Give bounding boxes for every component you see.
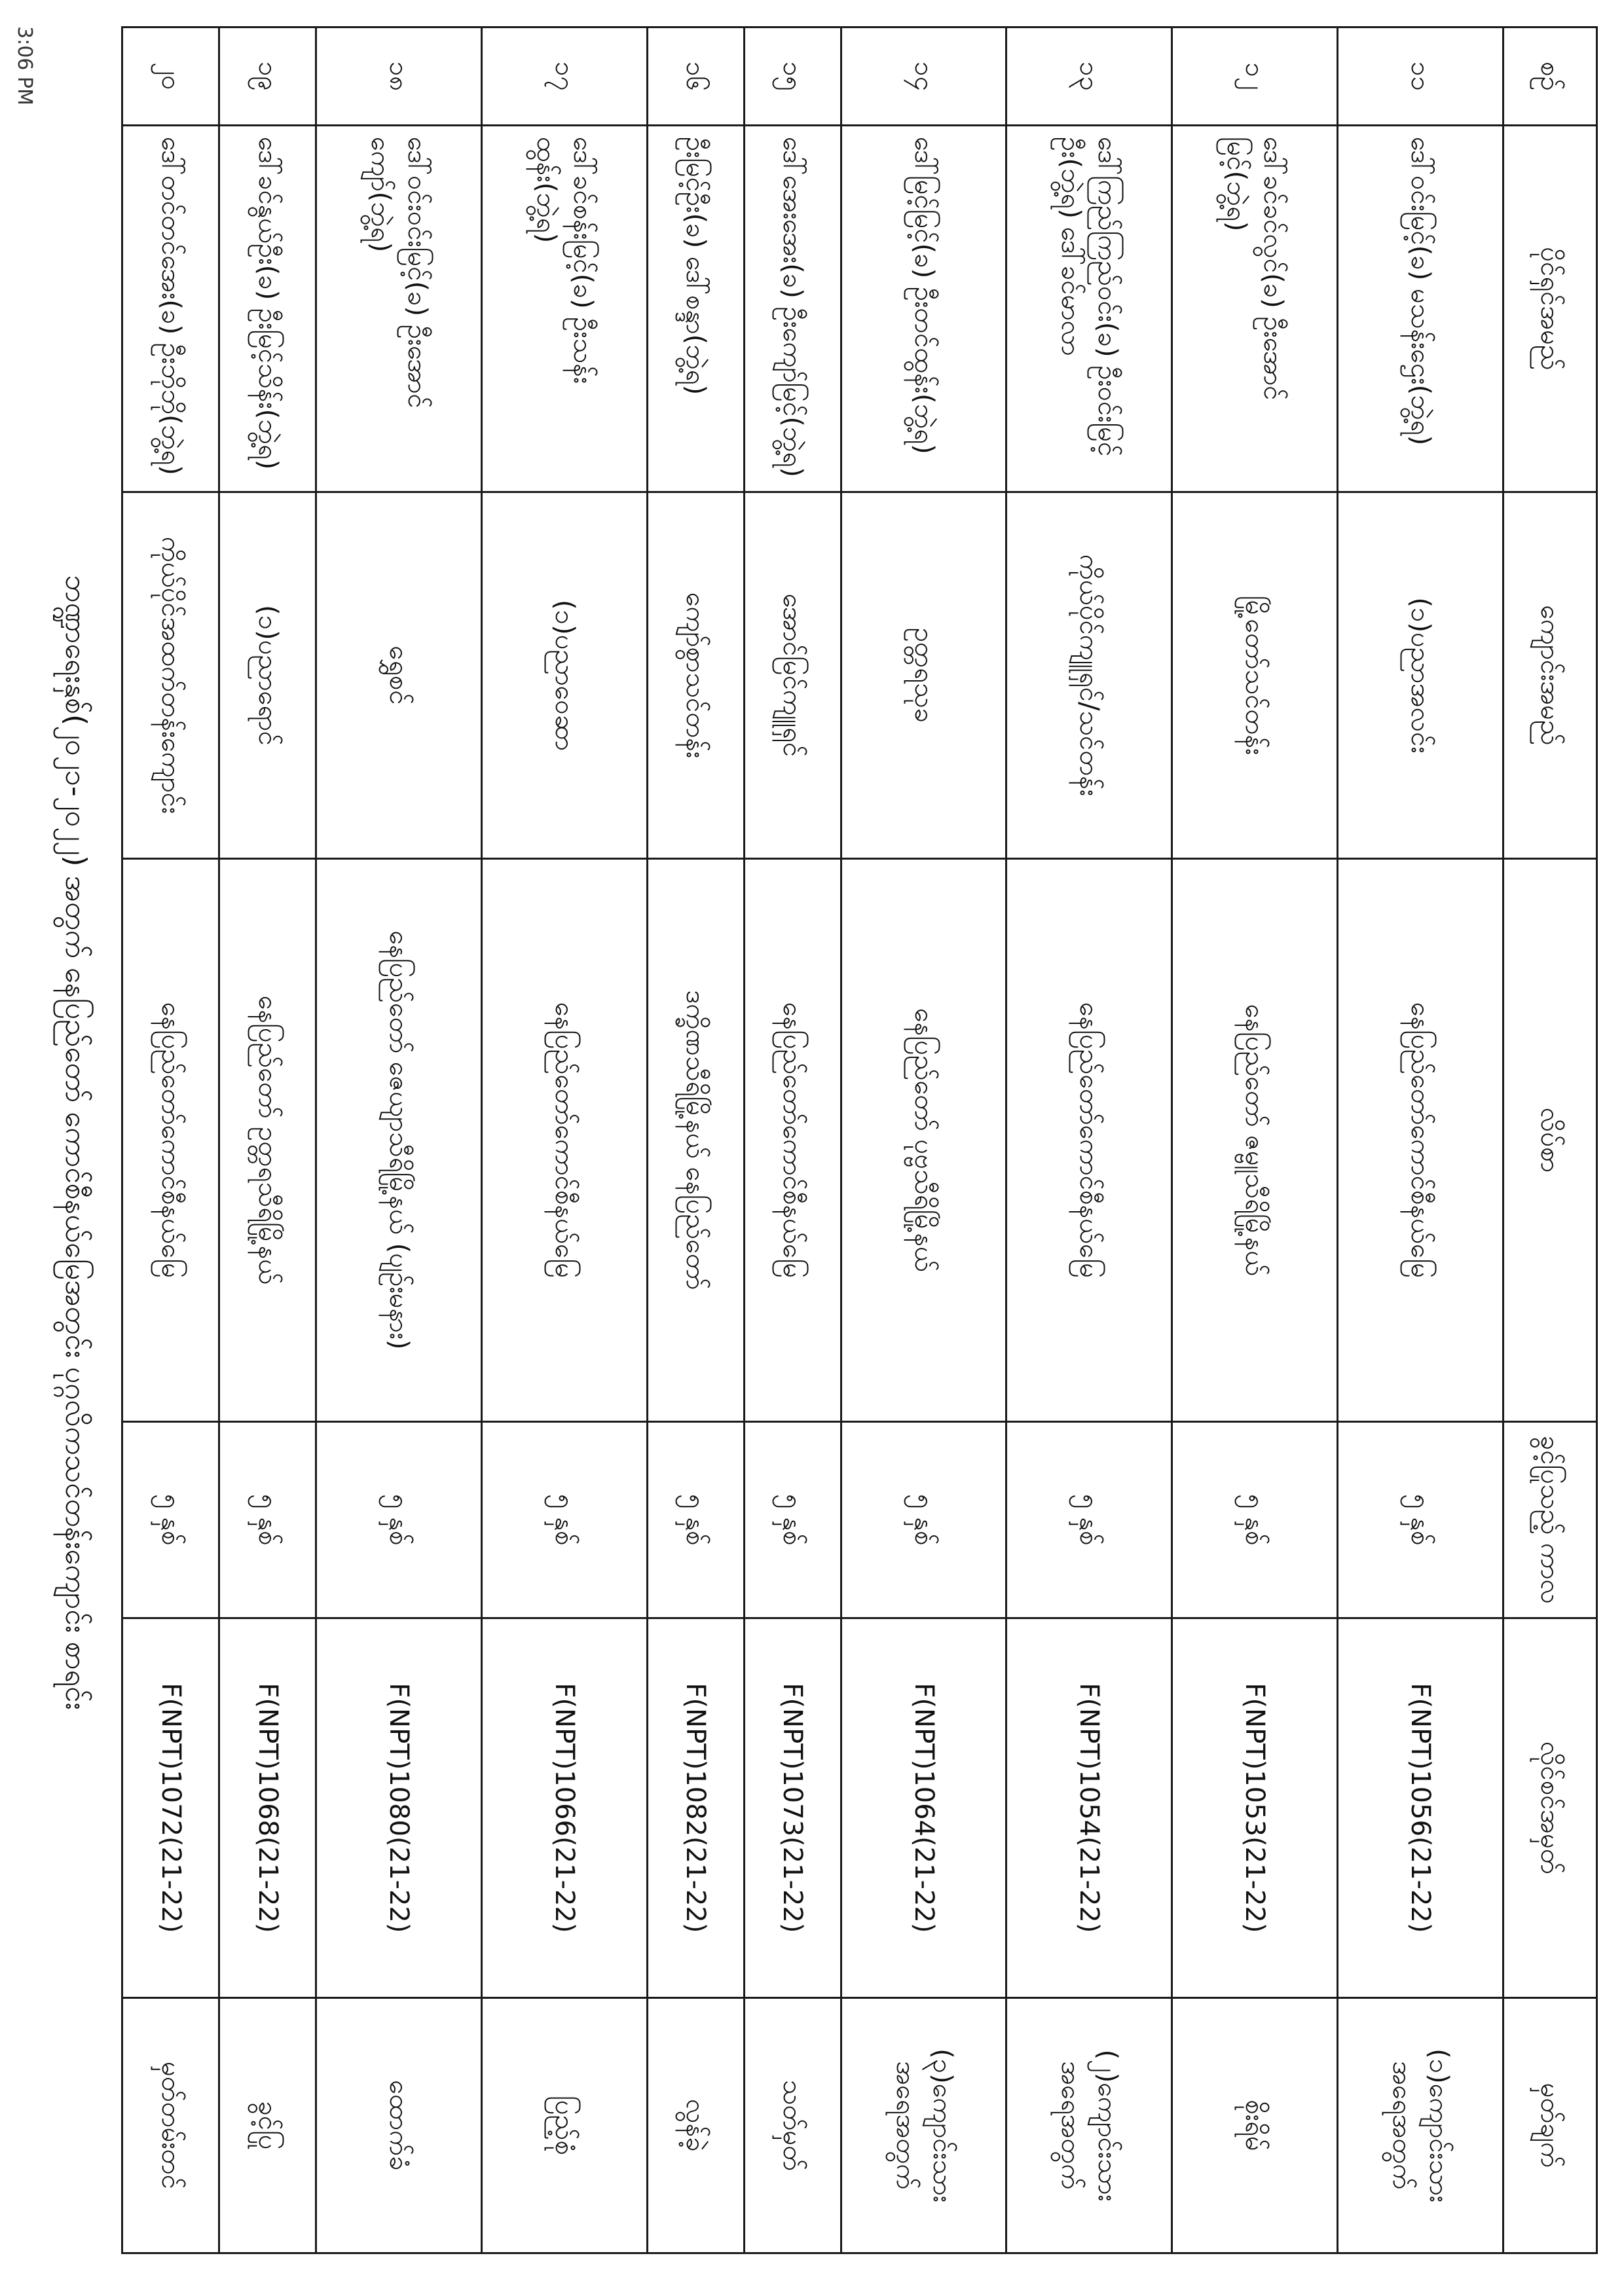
- cell-school-name: အောင်မြင်ကျူရှင်: [744, 492, 841, 859]
- cell-school-name: (၁)ပညာဝေဆာ: [481, 492, 647, 859]
- cell-address: နေပြည်တော် ဇေယျာသီရိမြို့နယ် (ပျဉ်းမနား): [316, 859, 482, 1422]
- cell-license-number: F(NPT)1073(21-22): [744, 1618, 841, 1998]
- cell-school-name: ကိုယ်ပိုင်အထက်တန်းကျောင်း: [122, 492, 219, 859]
- cell-permit-period: ၅ နှစ်: [841, 1422, 1006, 1618]
- cell-license-number: F(NPT)1054(21-22): [1006, 1618, 1172, 1998]
- cell-no: ၁၄: [841, 27, 1006, 126]
- cell-no: ၁၂: [1172, 27, 1338, 126]
- cell-no: ၁၃: [1006, 27, 1172, 126]
- cell-no: ၁၆: [647, 27, 744, 126]
- table-row: [122, 27, 219, 2253]
- cell-permit-period: ၅ နှစ်: [219, 1422, 316, 1618]
- cell-remark: (၁)ကျောင်းသားအရေအတွက်: [1338, 1998, 1504, 2253]
- cell-address: နေပြည်တော် ဥတ္တရသီရိမြို့နယ်: [219, 859, 316, 1422]
- document-title: ဘဏ္ဍာရေးနှစ်(၂၀၂၁-၂၀၂၂) အတွက် နေပြည်တော် ကောင်စီနယ်မြေအတွင်း ပုဂ္ဂလိကသင်တန်းကျောင်း စာရင်း: [59, 575, 92, 1710]
- cell-address: နေပြည်တော်ကောင်စီနယ်မြေ: [481, 859, 647, 1422]
- cell-license-number: F(NPT)1066(21-22): [481, 1618, 647, 1998]
- cell-school-name: (၁)ပညာအလင်း: [1338, 492, 1504, 859]
- cell-no: ၁၈: [316, 27, 482, 126]
- cell-owner-name: ဒေါ်မြင့်မြင့်(ခ) ဦးတင်ထွန်း(ဘွဲ့ရ): [841, 126, 1006, 492]
- cell-school-name: မြို့တော်သင်တန်း: [1172, 492, 1338, 859]
- cell-license-number: F(NPT)1082(21-22): [647, 1618, 744, 1998]
- cell-no: ၂၀: [122, 27, 219, 126]
- cell-remark: (၂)ကျောင်းသားအရေအတွက်: [1006, 1998, 1172, 2253]
- cell-license-number: F(NPT)1053(21-22): [1172, 1618, 1338, 1998]
- header-permit-period: ခွင့်ပြုသည့် ကာလ: [1504, 1422, 1597, 1618]
- cell-no: ၁၇: [481, 27, 647, 126]
- cell-address: ဒက္ခိဏသီရိမြို့နယ် နေပြည်တော်: [647, 859, 744, 1422]
- cell-school-name: (၁)ပညာရောင်: [219, 492, 316, 859]
- table-row: [647, 27, 744, 2253]
- cell-no: ၁၁: [1338, 27, 1504, 126]
- table-row: [481, 27, 647, 2253]
- cell-permit-period: ၅ နှစ်: [744, 1422, 841, 1618]
- cell-permit-period: ၅ နှစ်: [481, 1422, 647, 1618]
- cell-address: နေပြည်တော် ဇမ္ဗူသီရိမြို့နယ်: [1172, 859, 1338, 1422]
- table-row: [219, 27, 316, 2253]
- cell-permit-period: ၅ နှစ်: [1338, 1422, 1504, 1618]
- cell-license-number: F(NPT)1068(21-22): [219, 1618, 316, 1998]
- cell-address: နေပြည်တော်ကောင်စီနယ်မြေ: [1338, 859, 1504, 1422]
- cell-owner-name: ဒေါ်အေးအေး(ခ) ဦးကျော်မြင့်(ဘွဲ့ရ): [744, 126, 841, 492]
- cell-remark: ခွင့်ပြု: [219, 1998, 316, 2253]
- cell-permit-period: ၅ နှစ်: [122, 1422, 219, 1618]
- header-owner-name: ပိုင်ရှင်အမည်: [1504, 126, 1597, 492]
- cell-school-name: ဥတ္တရသုခ: [841, 492, 1006, 859]
- cell-remark: (၃)ကျောင်းသားအရေအတွက်: [841, 1998, 1006, 2253]
- cell-permit-period: ၅ နှစ်: [1172, 1422, 1338, 1618]
- table-row: [1006, 27, 1172, 2253]
- cell-address: နေပြည်တော် ပုဗ္ဗသီရိမြို့နယ်: [841, 859, 1006, 1422]
- table-row: [1172, 27, 1338, 2253]
- cell-address: နေပြည်တော်ကောင်စီနယ်မြေ: [744, 859, 841, 1422]
- header-school-name: ကျောင်းအမည်: [1504, 492, 1597, 859]
- table-row: [316, 27, 482, 2253]
- table-row: [1338, 27, 1504, 2253]
- cell-owner-name: ဒေါ်ကြည်ကြည်ဝင်း(ခ) ဦးဝင်းမြင့်ဦး(ဘွဲ့ရ) ဒေါ်ခင်မာလာ: [1006, 126, 1172, 492]
- cell-no: ၁၉: [219, 27, 316, 126]
- cell-school-name: ကိုယ်ပိုင်ကျူရှင်/သင်တန်း: [1006, 492, 1172, 859]
- cell-remark: မှတ်တမ်းတင်: [122, 1998, 219, 2253]
- cell-no: ၁၅: [744, 27, 841, 126]
- cell-remark: လွန်ခဲ့: [647, 1998, 744, 2253]
- table-header-row: [1504, 27, 1597, 2253]
- cell-owner-name: ဒေါ်ဝင်းမြင့်(ခ) မသန်းဌေး(ဘွဲ့ရ): [1338, 126, 1504, 492]
- cell-remark: ထောက်ခံ: [316, 1998, 482, 2253]
- cell-permit-period: ၅ နှစ်: [647, 1422, 744, 1618]
- cell-owner-name: ဦးမြင့်ဦး(ခ) ဒေါ်စန္ဒာ(ဘွဲ့ရ): [647, 126, 744, 492]
- cell-license-number: F(NPT)1064(21-22): [841, 1618, 1006, 1998]
- cell-owner-name: ဒေါ်တင်တင်အေး(ခ) ဦးဘိုဘို(ဘွဲ့ရ): [122, 126, 219, 492]
- cell-school-name: ရွှေစင်: [316, 492, 482, 859]
- cell-remark: ပြည့်စုံ: [481, 1998, 647, 2253]
- cell-address: နေပြည်တော်ကောင်စီနယ်မြေ: [1006, 859, 1172, 1422]
- cell-license-number: F(NPT)1056(21-22): [1338, 1618, 1504, 1998]
- cell-school-name: ကျော်စွာသင်တန်း: [647, 492, 744, 859]
- table-row: [841, 27, 1006, 2253]
- header-address: လိပ်စာ: [1504, 859, 1597, 1422]
- school-license-table: [121, 26, 1598, 2254]
- cell-license-number: F(NPT)1072(21-22): [122, 1618, 219, 1998]
- cell-license-number: F(NPT)1080(21-22): [316, 1618, 482, 1998]
- cell-owner-name: ဒေါ်ခင်နွယ်ဦး(ခ) ဦးမြင့်သိန်း(ဘွဲ့ရ): [219, 126, 316, 492]
- header-remark: မှတ်ချက်: [1504, 1998, 1597, 2253]
- header-license-number: လိုင်စင်အမှတ်: [1504, 1618, 1597, 1998]
- cell-owner-name: ဒေါ်ခင်ခင်လွင်(ခ) ဦးအောင်မြင့်(ဘွဲ့ရ): [1172, 126, 1338, 492]
- print-timestamp: 3:06 PM: [13, 26, 36, 105]
- cell-remark: သတ်မှတ်: [744, 1998, 841, 2253]
- cell-owner-name: ဒေါ်ဝင်းဝင်းမြင့်(ခ) ဦးအောင်ကျော်(ဘွဲ့ရ): [316, 126, 482, 492]
- table-row: [744, 27, 841, 2253]
- header-no: စဉ်: [1504, 27, 1597, 126]
- cell-address: နေပြည်တော်ကောင်စီနယ်မြေ: [122, 859, 219, 1422]
- cell-owner-name: ဒေါ်ခင်စန်းမြင့်(ခ) ဦးသန်းထွန်း(ဘွဲ့ရ): [481, 126, 647, 492]
- cell-permit-period: ၅ နှစ်: [316, 1422, 482, 1618]
- cell-remark: စိုးရိမ်: [1172, 1998, 1338, 2253]
- cell-permit-period: ၅ နှစ်: [1006, 1422, 1172, 1618]
